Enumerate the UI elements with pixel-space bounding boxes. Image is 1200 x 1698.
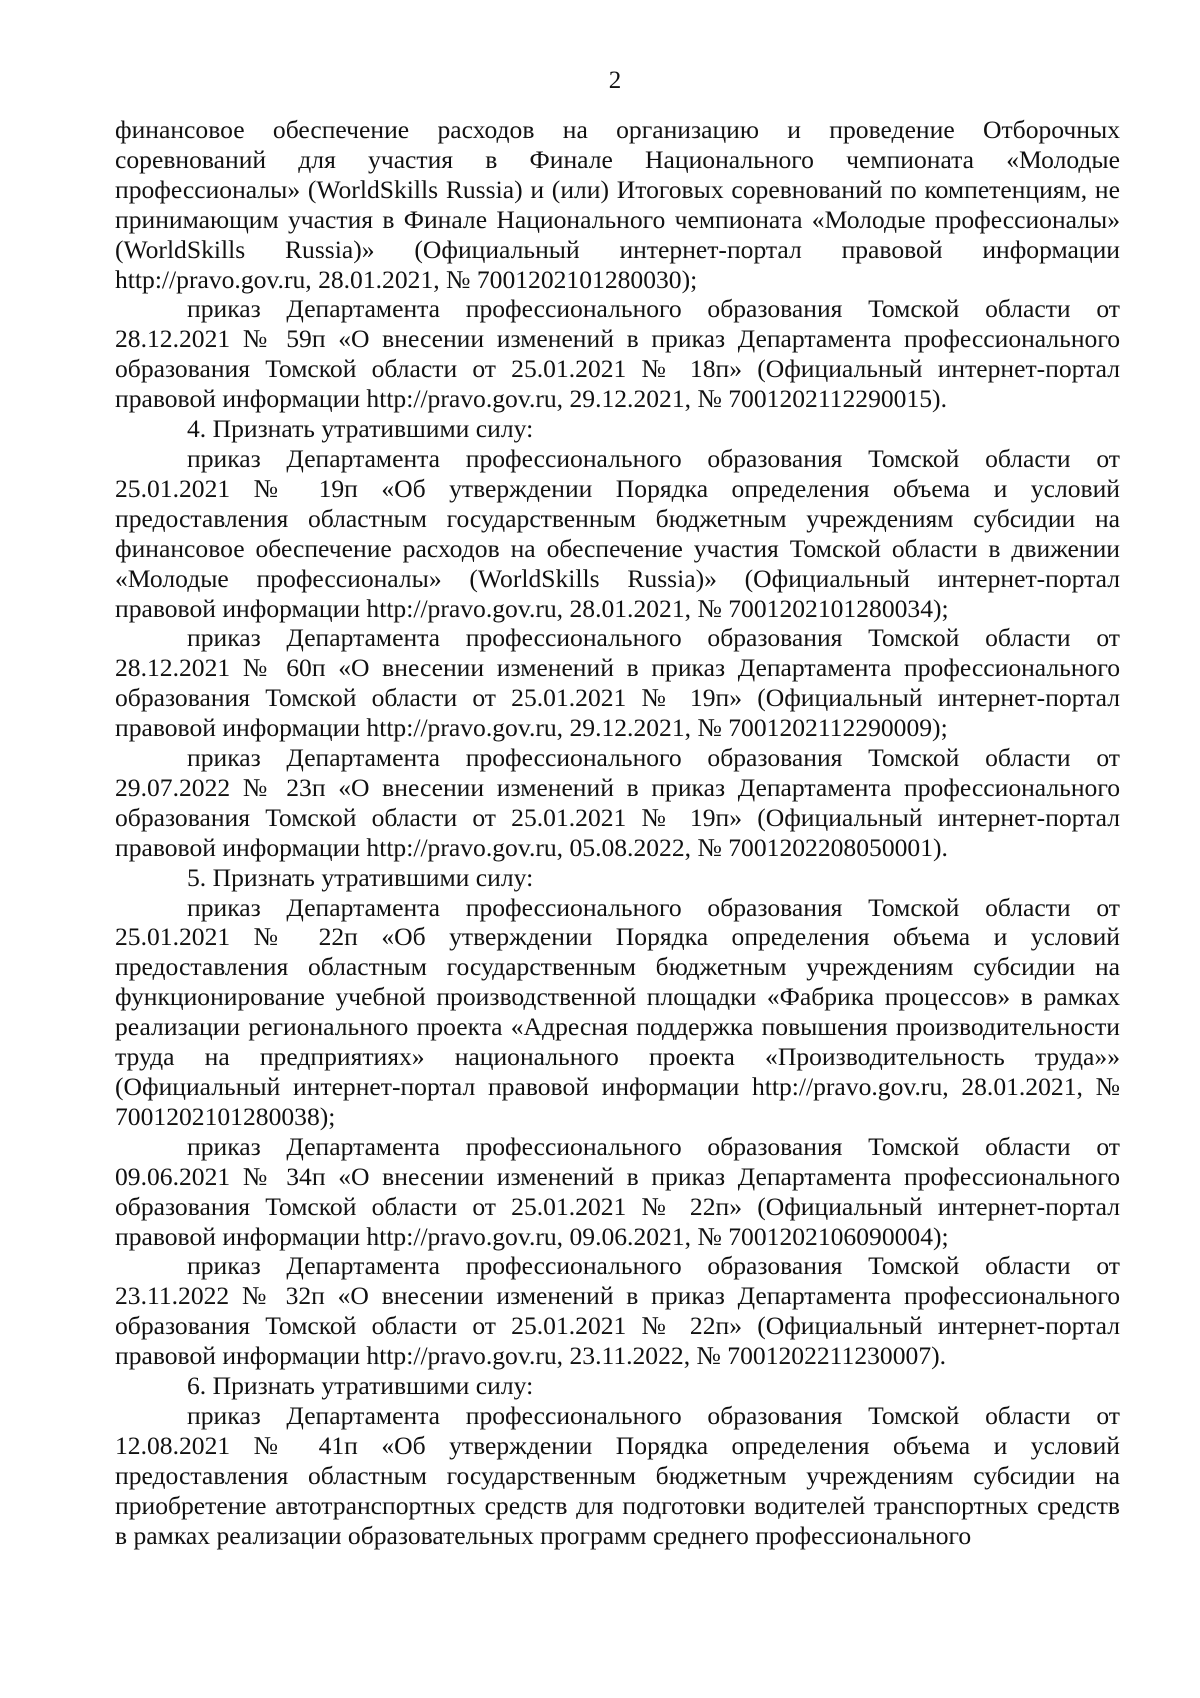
paragraph-1: финансовое обеспечение расходов на организацию и проведение Отборочных соревнований для участия в Финале Национального чемпионата «Молодые профессионалы» (WorldSkills Russia) и (или) Итоговых соревнований по компетенциям, не принимающим участия в Финале Национального чемпионата «Молодые профессионалы» (WorldSkills Russia)» (Официальный интернет-портал правовой информации http://pravo.gov.ru, 28.01.2021, № 7001202101280030); bbox=[115, 115, 1120, 294]
paragraph-10: приказ Департамента профессионального образования Томской области от 23.11.2022 № 32п «О внесении изменений в приказ Департамента профессионального образования Томской области от 25.01.2021 № 22п» (Официальный интернет-портал правовой информации http://pravo.gov.ru, 23.11.2022, № 7001202211230007). bbox=[115, 1251, 1120, 1371]
paragraph-12: приказ Департамента профессионального образования Томской области от 12.08.2021 № 41п «Об утверждении Порядка определения объема и условий предоставления областным государственным бюджетным учреждениям субсидии на приобретение автотранспортных средств для подготовки водителей транспортных средств в рамках реализации образовательных программ среднего профессионального bbox=[115, 1400, 1120, 1550]
paragraph-8: приказ Департамента профессионального образования Томской области от 25.01.2021 № 22п «Об утверждении Порядка определения объема и условий предоставления областным государственным бюджетным учреждениям субсидии на функционирование учебной производственной площадки «Фабрика процессов» в рамках реализации регионального проекта «Адресная поддержка повышения производительности труда на предприятиях» национального проекта «Производительность труда»» (Официальный интернет-портал правовой информации http://pravo.gov.ru, 28.01.2021, № 7001202101280038); bbox=[115, 892, 1120, 1131]
section-heading-6: 6. Признать утратившими силу: bbox=[187, 1371, 534, 1401]
paragraph-4: приказ Департамента профессионального образования Томской области от 25.01.2021 № 19п «Об утверждении Порядка определения объема и условий предоставления областным государственным бюджетным учреждениям субсидии на финансовое обеспечение расходов на обеспечение участия Томской области в движении «Молодые профессионалы» (WorldSkills Russia)» (Официальный интернет-портал правовой информации http://pravo.gov.ru, 28.01.2021, № 7001202101280034); bbox=[115, 443, 1120, 623]
paragraph-5: приказ Департамента профессионального образования Томской области от 28.12.2021 № 60п «О внесении изменений в приказ Департамента профессионального образования Томской области от 25.01.2021 № 19п» (Официальный интернет-портал правовой информации http://pravo.gov.ru, 29.12.2021, № 7001202112290009); bbox=[115, 623, 1120, 743]
page-number: 2 bbox=[608, 67, 622, 94]
document-body bbox=[115, 115, 1120, 1551]
paragraph-6: приказ Департамента профессионального образования Томской области от 29.07.2022 № 23п «О внесении изменений в приказ Департамента профессионального образования Томской области от 25.01.2021 № 19п» (Официальный интернет-портал правовой информации http://pravo.gov.ru, 05.08.2022, № 7001202208050001). bbox=[115, 743, 1120, 862]
paragraph-2: приказ Департамента профессионального образования Томской области от 28.12.2021 № 59п «О внесении изменений в приказ Департамента профессионального образования Томской области от 25.01.2021 № 18п» (Официальный интернет-портал правовой информации http://pravo.gov.ru, 29.12.2021, № 7001202112290015). bbox=[115, 294, 1120, 414]
paragraph-9: приказ Департамента профессионального образования Томской области от 09.06.2021 № 34п «О внесении изменений в приказ Департамента профессионального образования Томской области от 25.01.2021 № 22п» (Официальный интернет-портал правовой информации http://pravo.gov.ru, 09.06.2021, № 7001202106090004); bbox=[115, 1131, 1120, 1251]
section-heading-5: 5. Признать утратившими силу: bbox=[187, 862, 534, 892]
section-heading-4: 4. Признать утратившими силу: bbox=[187, 414, 534, 444]
